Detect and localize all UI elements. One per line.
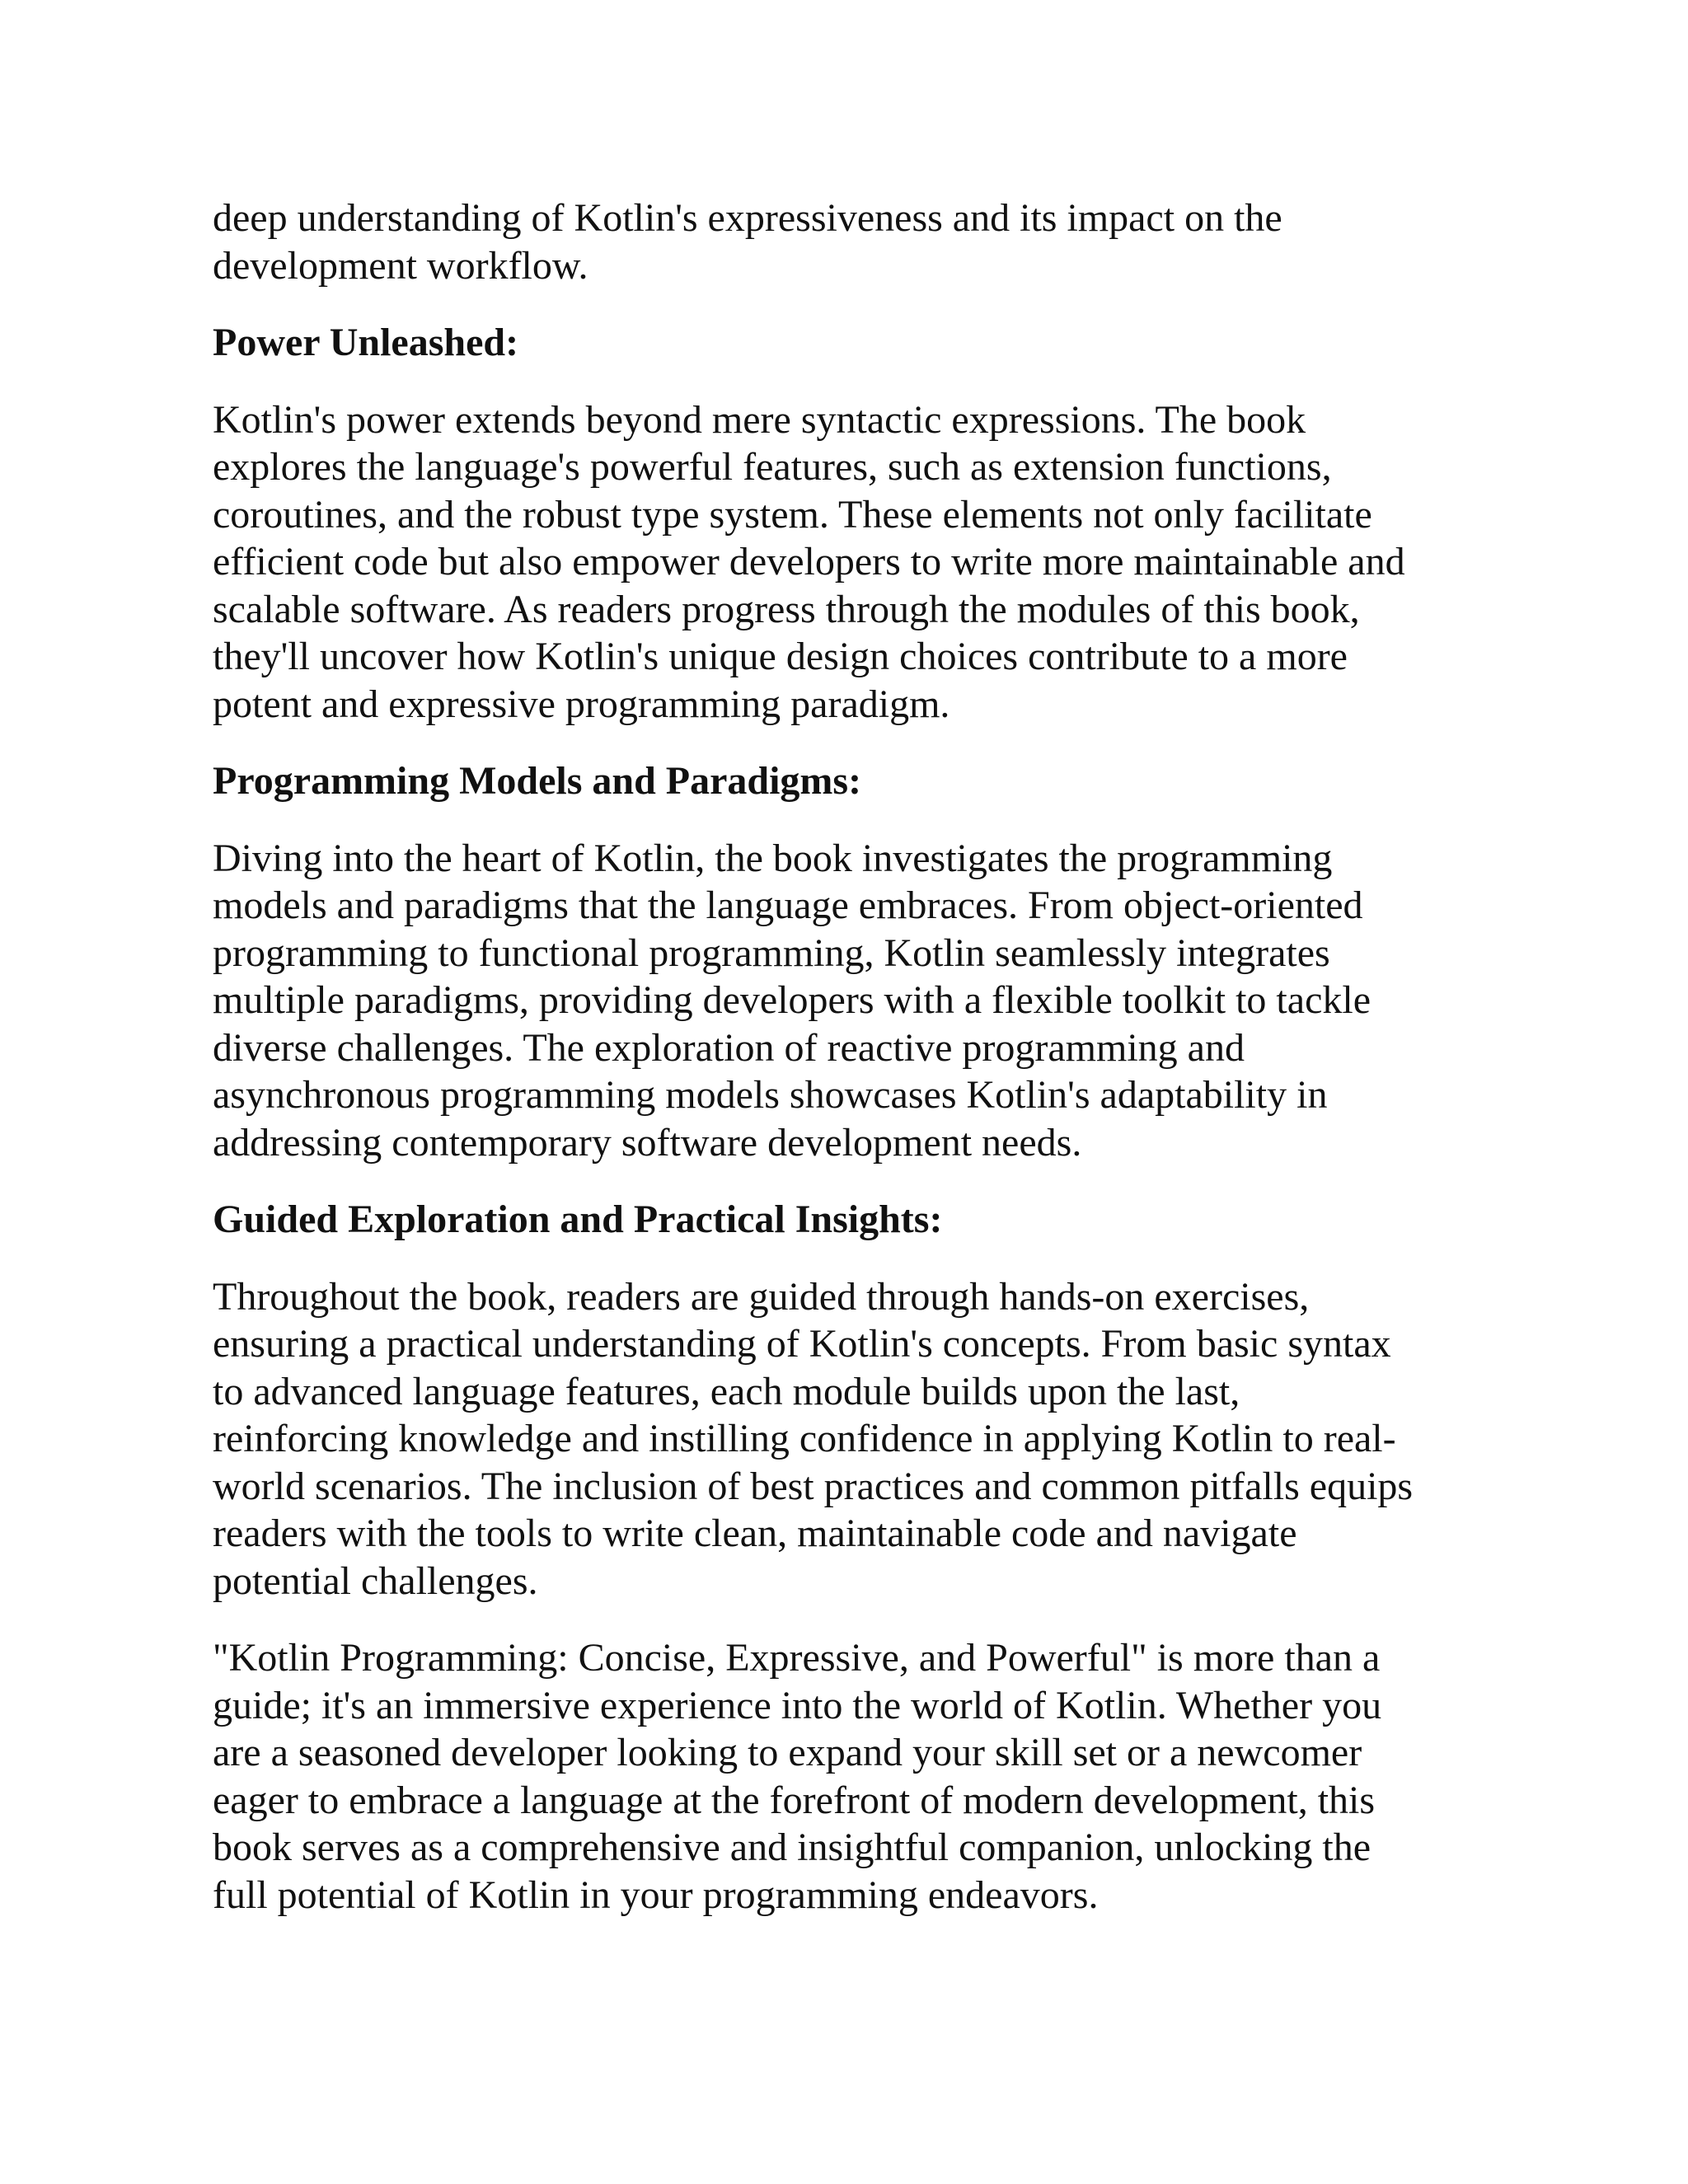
- programming-models-heading: Programming Models and Paradigms:: [213, 759, 862, 803]
- guided-exploration-heading: Guided Exploration and Practical Insights:: [213, 1197, 943, 1241]
- power-unleashed-heading: Power Unleashed:: [213, 321, 519, 364]
- page-content: [213, 194, 1482, 1948]
- closing-paragraph: "Kotlin Programming: Concise, Expressive, and Powerful" is more than a guide; it's an immersive experience into the world of Kotlin. Whether you are a seasoned developer looking to expand your skill set or a newcomer eager to embrace a language at the forefront of modern development, this book serves as a comprehensive and insightful companion, unlocking the full potential of Kotlin in your programming endeavors.: [213, 1636, 1382, 1917]
- programming-models-paragraph: Diving into the heart of Kotlin, the book investigates the programming models and paradigms that the language embraces. From object-oriented programming to functional programming, Kotlin seamlessly integrates multiple paradigms, providing developers with a flexible toolkit to tackle diverse challenges. The exploration of reactive programming and asynchronous programming models showcases Kotlin's adaptability in addressing contemporary software development needs.: [213, 836, 1372, 1165]
- guided-exploration-paragraph: Throughout the book, readers are guided through hands-on exercises, ensuring a practical understanding of Kotlin's concepts. From basic syntax to advanced language features, each module builds upon the last, reinforcing knowledge and instilling confidence in applying Kotlin to real- world scenarios. The inclusion of best practices and common pitfalls equips readers with the tools to write clean, maintainable code and navigate potential challenges.: [213, 1274, 1414, 1603]
- intro-continuation-paragraph: deep understanding of Kotlin's expressiveness and its impact on the development workflow.: [213, 196, 1282, 288]
- power-unleashed-paragraph: Kotlin's power extends beyond mere syntactic expressions. The book explores the language's powerful features, such as extension functions, coroutines, and the robust type system. These elements not only facilitate efficient code but also empower developers to write more maintainable and scalable software. As readers progress through the modules of this book, they'll uncover how Kotlin's unique design choices contribute to a more potent and expressive programming paradigm.: [213, 397, 1405, 726]
